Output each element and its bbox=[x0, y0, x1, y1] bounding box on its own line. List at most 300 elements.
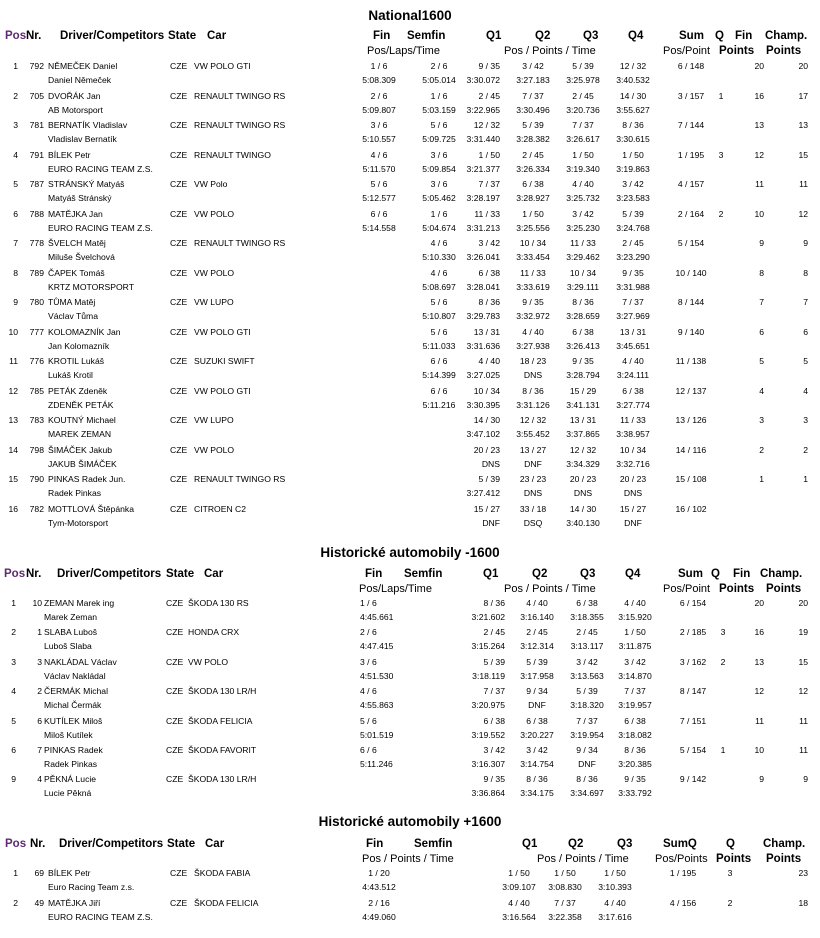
row-driver: MATĚJKA Jiří bbox=[48, 897, 101, 908]
row-car: ŠKODA 130 LR/H bbox=[188, 774, 257, 785]
row-state: CZE bbox=[170, 868, 188, 878]
row-sum: 15 / 108 bbox=[675, 474, 707, 484]
row-driver: KROTIL Lukáš bbox=[48, 356, 105, 366]
row-q1-time: DNF bbox=[482, 517, 500, 528]
row-q2-time: 3:55.452 bbox=[516, 429, 550, 439]
row-competitor: Vladislav Bernatík bbox=[48, 134, 117, 144]
header-semfin: Semfin bbox=[407, 30, 446, 42]
row-state: CZE bbox=[170, 208, 188, 219]
row-semfin: 6 / 6 bbox=[430, 385, 448, 396]
row-state: CZE bbox=[166, 656, 184, 667]
row-q4: 1 / 50 bbox=[622, 149, 644, 160]
row-car: ŠKODA FELICIA bbox=[194, 897, 259, 908]
row-q1-time: 3:19.552 bbox=[471, 729, 505, 740]
row-semfin-time: 5:14.399 bbox=[422, 370, 456, 380]
row-semfin: 5 / 6 bbox=[430, 297, 448, 307]
row-champ-points: 12 bbox=[798, 686, 808, 697]
row-fin-time: 4:43.512 bbox=[362, 882, 396, 892]
row-q3: 4 / 40 bbox=[604, 897, 626, 908]
row-sum: 5 / 154 bbox=[679, 745, 707, 755]
row-q1-time: 3:21.377 bbox=[466, 163, 500, 174]
row-nr: 792 bbox=[29, 61, 44, 71]
row-fin-points: 13 bbox=[754, 120, 764, 130]
row-q1-time: 3:29.783 bbox=[466, 311, 500, 321]
row-fin-points: 10 bbox=[754, 745, 764, 755]
row-q1-time: 3:26.041 bbox=[466, 252, 500, 262]
row-q1-time: 3:31.636 bbox=[466, 340, 500, 351]
row-q2-time: 3:12.314 bbox=[520, 641, 554, 652]
header-q3: Q3 bbox=[617, 838, 633, 850]
row-pos: 2 bbox=[13, 90, 18, 101]
row-sum: 14 / 116 bbox=[675, 444, 707, 455]
row-nr: 778 bbox=[29, 238, 44, 248]
row-driver: PĚKNÁ Lucie bbox=[44, 774, 97, 785]
header-q1: Q1 bbox=[522, 838, 538, 850]
row-pos: 6 bbox=[13, 208, 18, 219]
row-q2-time: 3:33.454 bbox=[516, 252, 550, 262]
row-q3-time: 3:18.355 bbox=[570, 612, 604, 622]
row-q4-time: 3:45.651 bbox=[616, 340, 650, 351]
row-q4: 4 / 40 bbox=[622, 356, 644, 366]
row-semfin-time: 5:05.014 bbox=[422, 75, 456, 85]
row-fin-points: 9 bbox=[759, 774, 764, 785]
row-q4-time: 3:24.768 bbox=[616, 222, 650, 233]
row-q1: 14 / 30 bbox=[473, 415, 500, 425]
row-semfin-time: 5:03.159 bbox=[422, 104, 456, 115]
header-q: Q bbox=[711, 568, 720, 580]
row-q2-time: 3:20.227 bbox=[520, 729, 554, 740]
row-fin: 5 / 6 bbox=[360, 715, 377, 726]
row-q3-time: DNF bbox=[578, 759, 596, 769]
row-nr: 789 bbox=[29, 267, 44, 278]
row-state: CZE bbox=[166, 627, 184, 638]
row-q4: 10 / 34 bbox=[619, 444, 647, 455]
row-q1-time: 3:30.395 bbox=[466, 399, 500, 410]
header-fin-points: Fin bbox=[735, 30, 753, 42]
row-state: CZE bbox=[170, 503, 188, 514]
row-q1: 15 / 27 bbox=[473, 503, 500, 514]
row-state: CZE bbox=[170, 267, 188, 278]
row-q4-time: 3:31.988 bbox=[616, 281, 650, 292]
header-champ-sub: Points bbox=[766, 45, 802, 57]
row-state: CZE bbox=[166, 598, 184, 608]
header-driver: Driver/Competitors bbox=[60, 30, 165, 42]
row-car: VW POLO bbox=[188, 656, 229, 667]
row-q3-time: 3:20.736 bbox=[566, 104, 600, 115]
row-driver: PINKAS Radek Jun. bbox=[48, 474, 126, 484]
header-pos: Pos bbox=[5, 838, 27, 850]
row-q1-time: 3:30.072 bbox=[466, 75, 500, 85]
row-competitor: MAREK ZEMAN bbox=[48, 429, 112, 439]
row-q1-time: 3:20.975 bbox=[471, 700, 505, 711]
row-q2-time: DNF bbox=[524, 458, 542, 469]
row-competitor: Radek Pinkas bbox=[48, 488, 102, 498]
row-champ-points: 17 bbox=[798, 90, 808, 101]
row-fin-points: 2 bbox=[759, 444, 764, 455]
header-q4: Q4 bbox=[628, 30, 644, 42]
row-pos: 7 bbox=[13, 238, 18, 248]
row-pos: 9 bbox=[11, 774, 16, 785]
row-q-points: 1 bbox=[718, 90, 724, 101]
row-sum: 8 / 147 bbox=[679, 686, 707, 697]
row-fin: 1 / 6 bbox=[360, 598, 377, 608]
row-q3-time: 3:40.130 bbox=[566, 517, 600, 528]
row-q2-time: 3:33.619 bbox=[516, 281, 550, 292]
header-fin-sub: Pos / Points / Time bbox=[362, 853, 454, 865]
row-q2-time: 3:22.358 bbox=[548, 911, 582, 922]
row-sum: 16 / 102 bbox=[675, 503, 707, 514]
row-competitor: Euro Racing Team z.s. bbox=[48, 882, 135, 892]
row-driver: ŠVELCH Matěj bbox=[48, 238, 106, 248]
header-driver: Driver/Competitors bbox=[59, 838, 164, 850]
row-q4: 6 / 38 bbox=[622, 385, 644, 396]
row-q1: 13 / 31 bbox=[473, 326, 500, 337]
row-q3-time: 3:34.329 bbox=[566, 458, 600, 469]
row-fin-time: 5:09.807 bbox=[362, 104, 396, 115]
row-state: CZE bbox=[170, 897, 188, 908]
row-driver: TŮMA Matěj bbox=[48, 297, 96, 307]
row-fin-points: 12 bbox=[754, 149, 764, 160]
row-champ-points: 2 bbox=[803, 444, 808, 455]
row-fin: 6 / 6 bbox=[370, 208, 388, 219]
header-fin: Fin bbox=[365, 568, 383, 580]
row-q1: 1 / 50 bbox=[508, 868, 530, 878]
header-q2: Q2 bbox=[568, 838, 584, 850]
row-car: ŠKODA 130 LR/H bbox=[188, 686, 257, 697]
row-nr: 777 bbox=[29, 326, 44, 337]
row-car: RENAULT TWINGO RS bbox=[194, 120, 286, 130]
row-competitor: ZDENĚK PETÁK bbox=[48, 399, 114, 410]
row-q2: 33 / 18 bbox=[519, 503, 547, 514]
row-champ-points: 4 bbox=[803, 385, 808, 396]
row-q4: 4 / 40 bbox=[624, 598, 646, 608]
row-q4-time: DNF bbox=[624, 517, 642, 528]
row-driver: DVOŘÁK Jan bbox=[48, 90, 101, 101]
row-competitor: Matyáš Stránský bbox=[48, 193, 112, 203]
row-driver: NĚMEČEK Daniel bbox=[48, 61, 118, 71]
row-q1: 4 / 40 bbox=[478, 356, 500, 366]
row-q4-time: 3:27.969 bbox=[616, 311, 650, 321]
row-pos: 2 bbox=[13, 897, 18, 908]
row-semfin: 6 / 6 bbox=[430, 356, 448, 366]
header-champ-sub: Points bbox=[766, 853, 802, 865]
row-q3: 1 / 50 bbox=[572, 149, 594, 160]
row-q4: 9 / 35 bbox=[622, 267, 644, 278]
row-fin-points: 16 bbox=[754, 627, 764, 638]
row-q2: 11 / 33 bbox=[520, 267, 546, 278]
row-competitor: Daniel Němeček bbox=[48, 75, 112, 85]
row-fin-points: 1 bbox=[759, 474, 764, 484]
row-car: ŠKODA FAVORIT bbox=[188, 745, 257, 755]
row-q4-time: 3:32.716 bbox=[616, 458, 650, 469]
row-car: RENAULT TWINGO RS bbox=[194, 474, 286, 484]
row-sum: 9 / 142 bbox=[679, 774, 707, 785]
header-state: State bbox=[166, 568, 195, 580]
row-q2: 5 / 39 bbox=[526, 656, 548, 667]
row-pos: 3 bbox=[11, 656, 16, 667]
header-fin: Fin bbox=[373, 30, 391, 42]
row-q1-time: 3:21.602 bbox=[471, 612, 505, 622]
row-pos: 5 bbox=[11, 715, 16, 726]
row-q4-time: 3:11.875 bbox=[618, 641, 652, 652]
row-champ-points: 3 bbox=[803, 415, 808, 425]
row-sum: 9 / 140 bbox=[677, 326, 705, 337]
row-fin-time: 4:51.530 bbox=[360, 670, 394, 681]
row-pos: 3 bbox=[13, 120, 18, 130]
row-fin-time: 5:11.246 bbox=[360, 759, 393, 769]
row-q3: 6 / 38 bbox=[576, 598, 598, 608]
row-nr: 790 bbox=[29, 474, 44, 484]
row-q1-time: 3:16.564 bbox=[502, 911, 536, 922]
row-q1-time: 3:27.412 bbox=[466, 488, 500, 498]
row-fin: 3 / 6 bbox=[360, 656, 377, 667]
row-sum: 7 / 144 bbox=[677, 120, 705, 130]
row-q3: 11 / 33 bbox=[570, 238, 596, 248]
header-car: Car bbox=[205, 838, 225, 850]
row-competitor: AB Motorsport bbox=[48, 104, 103, 115]
row-q3: 15 / 29 bbox=[569, 385, 597, 396]
row-state: CZE bbox=[170, 444, 188, 455]
row-driver: PINKAS Radek bbox=[44, 745, 103, 755]
row-car: VW POLO bbox=[194, 208, 235, 219]
row-q3-time: 3:34.697 bbox=[570, 788, 604, 799]
row-q4: 9 / 35 bbox=[624, 774, 646, 785]
row-q3-time: 3:19.954 bbox=[570, 729, 604, 740]
row-q3-time: DNS bbox=[573, 488, 593, 498]
row-q2: 1 / 50 bbox=[554, 868, 576, 878]
row-q3: 3 / 42 bbox=[576, 656, 598, 667]
row-fin-points: 5 bbox=[759, 356, 764, 366]
row-q4-time: 3:40.532 bbox=[616, 75, 650, 85]
row-champ-points: 9 bbox=[803, 774, 808, 785]
row-competitor: Miluše Švelchová bbox=[48, 252, 115, 262]
row-q2: 6 / 38 bbox=[522, 179, 544, 189]
row-fin-points: 12 bbox=[754, 686, 764, 697]
row-pos: 9 bbox=[13, 297, 18, 307]
row-sum: 7 / 151 bbox=[679, 715, 707, 726]
row-q2: 7 / 37 bbox=[554, 897, 576, 908]
header-champ-sub: Points bbox=[766, 583, 802, 595]
row-sum: 6 / 148 bbox=[677, 61, 705, 71]
row-competitor: KRTZ MOTORSPORT bbox=[48, 281, 134, 292]
row-q4: 6 / 38 bbox=[624, 715, 646, 726]
row-sum: 2 / 185 bbox=[679, 627, 707, 638]
row-fin-points: 4 bbox=[759, 385, 764, 396]
row-q1: 6 / 38 bbox=[478, 267, 500, 278]
row-nr: 3 bbox=[37, 656, 42, 667]
row-driver: BERNATÍK Vladislav bbox=[48, 120, 128, 130]
row-pos: 16 bbox=[8, 503, 18, 514]
row-fin: 4 / 6 bbox=[360, 686, 377, 697]
row-car: SUZUKI SWIFT bbox=[194, 356, 255, 366]
row-pos: 12 bbox=[8, 385, 18, 396]
row-q4: 12 / 32 bbox=[619, 61, 647, 71]
row-fin-points: 3 bbox=[759, 415, 764, 425]
row-q1-time: 3:36.864 bbox=[471, 788, 505, 799]
row-q4-time: 3:18.082 bbox=[618, 729, 652, 740]
row-q3: 1 / 50 bbox=[604, 868, 626, 878]
row-semfin: 1 / 6 bbox=[430, 90, 448, 101]
row-q2-time: 3:17.958 bbox=[520, 670, 554, 681]
row-q1: 7 / 37 bbox=[478, 179, 500, 189]
row-sum: 1 / 195 bbox=[677, 149, 705, 160]
row-state: CZE bbox=[170, 61, 188, 71]
header-q1: Q1 bbox=[483, 568, 499, 580]
row-fin-points: 13 bbox=[754, 656, 764, 667]
row-q2-time: DSQ bbox=[523, 517, 543, 528]
header-state: State bbox=[168, 30, 197, 42]
row-q4-time: 3:30.615 bbox=[616, 134, 650, 144]
row-q1: 20 / 23 bbox=[473, 444, 500, 455]
row-car: HONDA CRX bbox=[188, 627, 240, 638]
row-fin-time: 4:55.863 bbox=[360, 700, 394, 711]
row-q2: 4 / 40 bbox=[526, 598, 548, 608]
row-q3-time: 3:37.865 bbox=[566, 429, 600, 439]
header-fin-points-sub: Points bbox=[719, 583, 755, 595]
row-q1: 5 / 39 bbox=[483, 656, 505, 667]
row-state: CZE bbox=[170, 326, 188, 337]
row-sum: 4 / 157 bbox=[677, 179, 705, 189]
row-driver: KOLOMAZNÍK Jan bbox=[48, 326, 121, 337]
row-q4-time: 3:19.863 bbox=[616, 163, 650, 174]
row-nr: 783 bbox=[29, 415, 44, 425]
row-q4-time: 3:23.583 bbox=[616, 193, 650, 203]
row-q2-time: 3:30.496 bbox=[516, 104, 550, 115]
row-state: CZE bbox=[170, 356, 188, 366]
row-champ-points: 11 bbox=[799, 179, 808, 189]
row-sum: 4 / 156 bbox=[669, 897, 697, 908]
row-q2: 13 / 27 bbox=[519, 444, 547, 455]
row-nr: 2 bbox=[37, 686, 42, 697]
row-competitor: Marek Zeman bbox=[44, 612, 98, 622]
row-sum: 8 / 144 bbox=[677, 297, 705, 307]
row-fin-points: 16 bbox=[754, 90, 764, 101]
row-q3: 6 / 38 bbox=[572, 326, 594, 337]
header-car: Car bbox=[204, 568, 224, 580]
row-sum: 13 / 126 bbox=[675, 415, 707, 425]
row-q1-time: 3:27.025 bbox=[466, 370, 500, 380]
row-q3: 20 / 23 bbox=[569, 474, 597, 484]
header-fin-sub: Pos/Laps/Time bbox=[367, 45, 440, 57]
row-fin: 2 / 6 bbox=[360, 627, 377, 638]
row-pos: 6 bbox=[11, 745, 16, 755]
row-state: CZE bbox=[166, 715, 184, 726]
header-q: Q bbox=[726, 838, 735, 850]
row-q1-time: 3:28.197 bbox=[466, 193, 500, 203]
row-fin-time: 4:49.060 bbox=[362, 911, 396, 922]
row-state: CZE bbox=[170, 474, 188, 484]
header-q3: Q3 bbox=[583, 30, 599, 42]
row-pos: 1 bbox=[11, 598, 16, 608]
row-fin: 2 / 16 bbox=[368, 897, 390, 908]
row-q1-time: 3:16.307 bbox=[471, 759, 505, 769]
header-sum-sub: Pos/Points bbox=[655, 853, 708, 865]
row-q3-time: 3:19.340 bbox=[566, 163, 600, 174]
row-q2-time: DNF bbox=[528, 700, 546, 711]
header-q4: Q4 bbox=[625, 568, 641, 580]
header-sum-sub: Pos/Point bbox=[663, 583, 711, 595]
header-q1: Q1 bbox=[486, 30, 502, 42]
row-driver: STRÁNSKÝ Matyáš bbox=[48, 179, 125, 189]
row-nr: 785 bbox=[29, 385, 44, 396]
row-semfin-time: 5:09.725 bbox=[422, 134, 456, 144]
row-q4: 8 / 36 bbox=[624, 745, 646, 755]
row-state: CZE bbox=[170, 415, 188, 425]
row-competitor: EURO RACING TEAM Z.S. bbox=[48, 911, 153, 922]
row-competitor: EURO RACING TEAM Z.S. bbox=[48, 163, 153, 174]
row-q2: 12 / 32 bbox=[519, 415, 547, 425]
row-driver: KOUTNÝ Michael bbox=[48, 415, 116, 425]
row-sum: 12 / 137 bbox=[675, 385, 707, 396]
row-q2: 3 / 42 bbox=[522, 61, 544, 71]
row-q-points: 2 bbox=[718, 208, 724, 219]
row-fin-points: 11 bbox=[755, 179, 764, 189]
row-competitor: Tym-Motorsport bbox=[48, 517, 109, 528]
row-q4-time: 3:24.111 bbox=[616, 370, 650, 380]
row-driver: SLABA Luboš bbox=[44, 627, 98, 638]
row-nr: 69 bbox=[34, 868, 44, 878]
row-q3: 8 / 36 bbox=[572, 297, 594, 307]
row-driver: ČERMÁK Michal bbox=[44, 686, 108, 697]
row-state: CZE bbox=[170, 297, 188, 307]
row-car: VW POLO GTI bbox=[194, 61, 251, 71]
row-fin-points: 7 bbox=[759, 297, 764, 307]
row-semfin: 5 / 6 bbox=[430, 326, 448, 337]
row-car: VW LUPO bbox=[194, 415, 234, 425]
row-q1: 2 / 45 bbox=[478, 90, 500, 101]
row-q3: 8 / 36 bbox=[576, 774, 598, 785]
row-q4: 3 / 42 bbox=[622, 179, 644, 189]
row-q3-time: 3:13.117 bbox=[570, 641, 604, 652]
row-state: CZE bbox=[166, 686, 184, 697]
row-driver: ŠIMÁČEK Jakub bbox=[48, 444, 112, 455]
row-q4-time: 3:15.920 bbox=[618, 612, 652, 622]
row-q1-time: DNS bbox=[481, 458, 500, 469]
row-nr: 705 bbox=[29, 90, 44, 101]
row-pos: 2 bbox=[11, 627, 16, 638]
row-q4: 7 / 37 bbox=[622, 297, 644, 307]
row-pos: 4 bbox=[13, 149, 18, 160]
row-q2-time: 3:31.126 bbox=[516, 399, 550, 410]
header-q3: Q3 bbox=[580, 568, 596, 580]
row-q4: 14 / 30 bbox=[619, 90, 647, 101]
row-car: VW POLO bbox=[194, 267, 235, 278]
header-q2: Q2 bbox=[532, 568, 548, 580]
header-sum: Sum bbox=[678, 568, 703, 580]
row-q4-time: 3:27.774 bbox=[616, 399, 650, 410]
header-driver: Driver/Competitors bbox=[57, 568, 162, 580]
row-q1: 2 / 45 bbox=[483, 627, 505, 638]
row-q1: 8 / 36 bbox=[478, 297, 500, 307]
row-competitor: Václav Tůma bbox=[48, 311, 98, 321]
row-nr: 1 bbox=[37, 627, 42, 638]
row-semfin-time: 5:05.462 bbox=[422, 193, 456, 203]
row-q2: 18 / 23 bbox=[519, 356, 547, 366]
row-semfin-time: 5:09.854 bbox=[422, 163, 456, 174]
row-q1-time: 3:31.440 bbox=[466, 134, 500, 144]
row-q2-time: 3:28.382 bbox=[516, 134, 550, 144]
row-fin: 3 / 6 bbox=[370, 120, 388, 130]
row-q-points: 3 bbox=[727, 868, 733, 878]
row-nr: 7 bbox=[37, 745, 42, 755]
row-q2: 10 / 34 bbox=[519, 238, 547, 248]
header-sum: SumQ bbox=[663, 838, 697, 850]
row-q2: 23 / 23 bbox=[519, 474, 547, 484]
row-q2: 2 / 45 bbox=[526, 627, 548, 638]
row-semfin: 3 / 6 bbox=[430, 149, 448, 160]
row-driver: BÍLEK Petr bbox=[48, 868, 91, 878]
row-champ-points: 11 bbox=[799, 715, 808, 726]
